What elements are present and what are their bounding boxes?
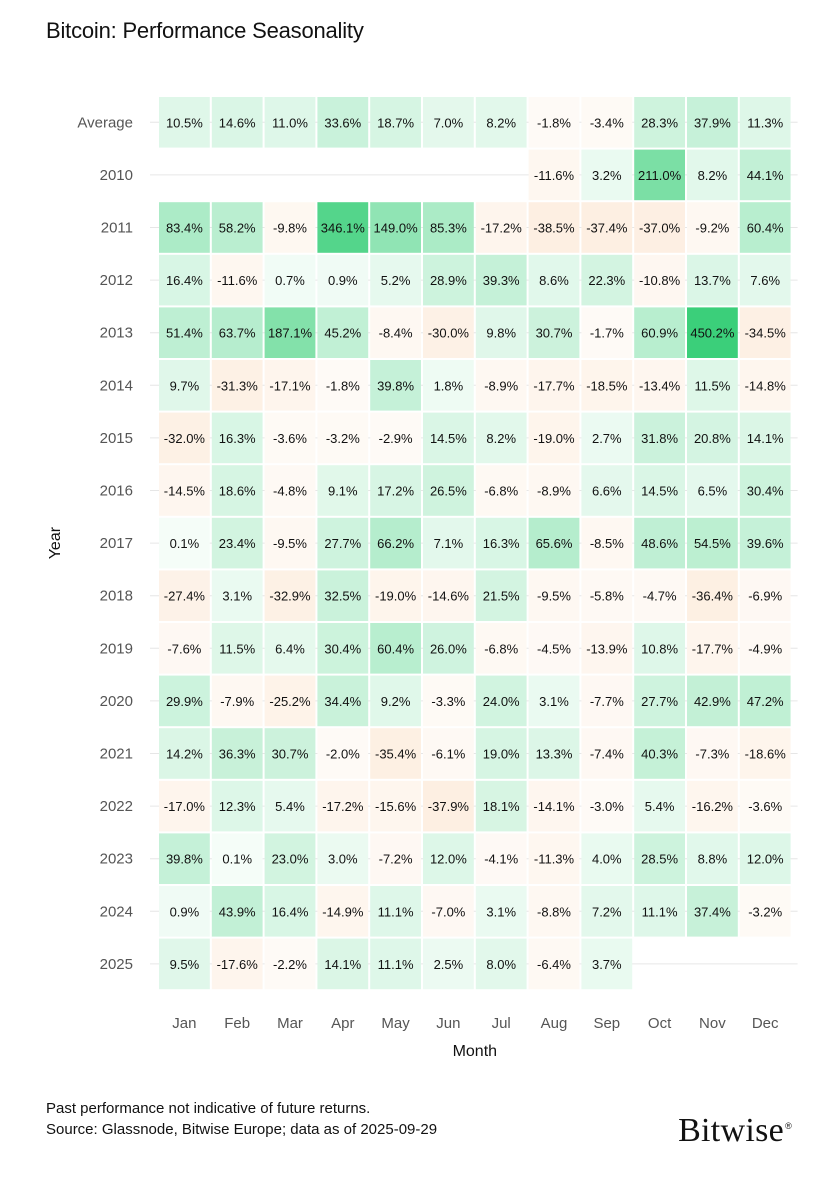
cell-value-label: 7.2% xyxy=(591,904,622,920)
cell-value-label: -17.6% xyxy=(216,956,258,972)
x-axis-title: Month xyxy=(452,1043,498,1061)
y-tick-label: 2014 xyxy=(99,377,133,395)
cell-value-label: -8.9% xyxy=(537,483,571,499)
cell-value-label: 23.0% xyxy=(271,851,309,867)
cell-value-label: -2.2% xyxy=(273,956,307,972)
cell-value-label: -17.7% xyxy=(533,378,575,394)
cell-value-label: 8.2% xyxy=(486,430,517,446)
x-tick-label: Jan xyxy=(172,1015,197,1033)
y-tick-label: 2020 xyxy=(99,692,133,710)
cell-value-label: 60.4% xyxy=(746,220,784,236)
cell-value-label: 30.4% xyxy=(746,483,784,499)
cell-value-label: 8.2% xyxy=(697,167,728,183)
cell-value-label: 9.8% xyxy=(486,325,517,341)
bitwise-logo xyxy=(678,1112,792,1150)
cell-value-label: -36.4% xyxy=(691,588,734,604)
y-tick-label: 2022 xyxy=(99,798,133,816)
cell-value-label: 16.4% xyxy=(271,904,309,920)
cell-value-label: 63.7% xyxy=(218,325,256,341)
cell-value-label: 3.1% xyxy=(486,904,517,920)
cell-value-label: -7.0% xyxy=(431,904,466,920)
cell-value-label: 39.8% xyxy=(165,851,203,867)
source-text: Source: Glassnode, Bitwise Europe; data as of 2025-09-29 xyxy=(46,1121,438,1138)
y-tick-label: 2013 xyxy=(99,324,133,342)
cell-value-label: -11.3% xyxy=(533,851,575,867)
chart-footer xyxy=(46,1098,437,1140)
cell-value-label: -3.6% xyxy=(748,799,783,815)
cell-value-label: -6.4% xyxy=(537,956,571,972)
cell-value-label: 32.5% xyxy=(324,588,362,604)
cell-value-label: -7.2% xyxy=(378,851,413,867)
cell-value-label: -7.7% xyxy=(589,693,624,709)
cell-value-label: 6.5% xyxy=(697,483,728,499)
cell-value-label: -3.4% xyxy=(589,115,624,131)
cell-value-label: 9.5% xyxy=(169,956,200,972)
y-tick-label: 2025 xyxy=(99,955,133,973)
cell-value-label: 21.5% xyxy=(482,588,520,604)
cell-value-label: -14.8% xyxy=(744,378,786,394)
y-tick-label: 2021 xyxy=(99,745,133,763)
cell-value-label: 3.0% xyxy=(327,851,358,867)
cell-value-label: 16.4% xyxy=(165,273,203,289)
cell-value-label: 40.3% xyxy=(641,746,679,762)
x-tick-label: Nov xyxy=(699,1015,726,1033)
cell-value-label: 5.4% xyxy=(275,799,305,815)
x-tick-label: Apr xyxy=(331,1015,355,1033)
y-tick-label: 2017 xyxy=(99,535,133,553)
cell-value-label: 2.5% xyxy=(433,956,464,972)
cell-value-label: 346.1% xyxy=(320,220,365,236)
cell-value-label: -19.0% xyxy=(374,588,417,604)
y-tick-label: 2018 xyxy=(99,587,133,605)
cell-value-label: -7.9% xyxy=(220,693,255,709)
cell-value-label: 54.5% xyxy=(693,536,731,552)
cell-value-label: -2.9% xyxy=(378,430,413,446)
cell-value-label: -37.4% xyxy=(586,220,628,236)
cell-value-label: 24.0% xyxy=(482,693,520,709)
cell-value-label: 37.4% xyxy=(693,904,731,920)
y-axis-title: Year xyxy=(47,526,64,560)
x-tick-label: Aug xyxy=(540,1015,568,1033)
cell-value-label: 1.8% xyxy=(433,378,464,394)
cell-value-label: 11.0% xyxy=(272,115,308,131)
cell-value-label: -37.9% xyxy=(427,799,470,815)
y-tick-label: 2015 xyxy=(99,429,133,447)
cell-value-label: 3.1% xyxy=(539,693,569,709)
cell-value-label: -6.1% xyxy=(431,746,466,762)
cell-value-label: -27.4% xyxy=(163,588,206,604)
cell-value-label: -3.3% xyxy=(431,693,466,709)
cell-value-label: -8.4% xyxy=(378,325,413,341)
cell-value-label: 0.1% xyxy=(169,536,200,552)
cell-value-label: 11.1% xyxy=(377,956,414,972)
cell-value-label: 11.1% xyxy=(377,904,414,920)
cell-value-label: -13.4% xyxy=(638,378,681,394)
logo-text: Bitwise xyxy=(678,1112,785,1149)
disclaimer-text: Past performance not indicative of future returns. xyxy=(46,1100,371,1117)
cell-value-label: 10.5% xyxy=(165,115,203,131)
cell-value-label: 13.3% xyxy=(535,746,573,762)
cell-value-label: 58.2% xyxy=(218,220,256,236)
cell-value-label: 19.0% xyxy=(482,746,520,762)
cell-value-label: 14.1% xyxy=(324,956,362,972)
cell-value-label: -17.2% xyxy=(322,799,364,815)
cell-value-label: -11.6% xyxy=(217,273,258,289)
cell-value-label: -31.3% xyxy=(216,378,258,394)
cell-value-label: 29.9% xyxy=(165,693,203,709)
cell-value-label: 30.7% xyxy=(535,325,573,341)
cell-value-label: 6.6% xyxy=(591,483,622,499)
cell-value-label: -1.7% xyxy=(589,325,624,341)
cell-value-label: -7.6% xyxy=(167,641,202,657)
cell-value-label: 20.8% xyxy=(693,430,731,446)
cell-value-label: 30.7% xyxy=(271,746,309,762)
cell-value-label: 27.7% xyxy=(641,693,679,709)
cell-value-label: -6.9% xyxy=(748,588,783,604)
cell-value-label: 5.4% xyxy=(644,799,675,815)
cell-value-label: -11.6% xyxy=(533,167,575,183)
cell-value-label: 39.6% xyxy=(746,536,784,552)
cell-value-label: 8.8% xyxy=(697,851,728,867)
y-tick-label: 2012 xyxy=(99,272,133,290)
cell-value-label: 9.7% xyxy=(169,378,200,394)
y-tick-label: 2019 xyxy=(99,640,133,658)
x-tick-label: Dec xyxy=(751,1015,779,1033)
cell-value-label: 12.3% xyxy=(218,799,256,815)
cell-value-label: 36.3% xyxy=(218,746,256,762)
cell-value-label: -9.5% xyxy=(273,536,307,552)
cell-value-label: 14.5% xyxy=(641,483,679,499)
cell-value-label: -32.0% xyxy=(163,430,206,446)
cell-value-label: 14.1% xyxy=(746,430,784,446)
cell-value-label: -4.8% xyxy=(273,483,307,499)
cell-value-label: 7.0% xyxy=(433,115,464,131)
cell-value-label: 22.3% xyxy=(588,273,626,289)
cell-value-label: 28.3% xyxy=(641,115,679,131)
cell-value-label: -18.5% xyxy=(586,378,628,394)
cell-value-label: -5.8% xyxy=(589,588,624,604)
cell-value-label: 11.1% xyxy=(641,904,678,920)
cell-value-label: 8.6% xyxy=(539,273,569,289)
x-tick-label: Jun xyxy=(436,1015,461,1033)
cell-value-label: -7.3% xyxy=(695,746,730,762)
cell-value-label: -7.4% xyxy=(589,746,624,762)
cell-value-label: -8.9% xyxy=(484,378,519,394)
cell-value-label: -3.0% xyxy=(589,799,624,815)
cell-value-label: -3.2% xyxy=(748,904,783,920)
cell-value-label: 39.3% xyxy=(482,273,520,289)
cell-value-label: 18.1% xyxy=(482,799,520,815)
cell-value-label: 14.6% xyxy=(218,115,256,131)
cell-value-label: -14.6% xyxy=(427,588,470,604)
cell-value-label: 83.4% xyxy=(165,220,203,236)
cell-value-label: -3.2% xyxy=(325,430,360,446)
cell-value-label: -16.2% xyxy=(691,799,734,815)
cell-value-label: 17.2% xyxy=(377,483,415,499)
cell-value-label: -38.5% xyxy=(533,220,575,236)
cell-value-label: 44.1% xyxy=(746,167,784,183)
cell-value-label: 7.1% xyxy=(433,536,464,552)
cell-value-label: 11.5% xyxy=(219,641,256,657)
cell-value-label: -8.5% xyxy=(589,536,624,552)
y-tick-label: 2023 xyxy=(99,850,133,868)
cell-value-label: -4.1% xyxy=(484,851,519,867)
cell-value-label: -4.5% xyxy=(537,641,571,657)
cell-value-label: 51.4% xyxy=(165,325,203,341)
cell-value-label: -15.6% xyxy=(374,799,417,815)
cell-value-label: 5.2% xyxy=(380,273,411,289)
cell-value-label: 18.6% xyxy=(218,483,256,499)
cell-value-label: 45.2% xyxy=(324,325,362,341)
cell-value-label: 28.9% xyxy=(429,273,467,289)
x-tick-label: Sep xyxy=(593,1015,621,1033)
cell-value-label: -14.9% xyxy=(322,904,364,920)
cell-value-label: 11.3% xyxy=(747,115,784,131)
cell-value-label: -10.8% xyxy=(638,273,681,289)
cell-value-label: 149.0% xyxy=(373,220,418,236)
registered-mark: ® xyxy=(785,1120,792,1131)
cell-value-label: -17.7% xyxy=(691,641,734,657)
cell-value-label: 48.6% xyxy=(641,536,679,552)
x-tick-label: Jul xyxy=(491,1015,511,1033)
cell-value-label: 42.9% xyxy=(693,693,731,709)
cell-value-label: 26.0% xyxy=(429,641,467,657)
y-tick-label: Average xyxy=(77,114,133,132)
y-tick-label: 2024 xyxy=(99,903,133,921)
cell-value-label: 4.0% xyxy=(591,851,622,867)
cell-value-label: 43.9% xyxy=(218,904,256,920)
cell-value-label: 60.4% xyxy=(377,641,415,657)
cell-value-label: 14.5% xyxy=(429,430,467,446)
cell-value-label: -9.5% xyxy=(537,588,571,604)
cell-value-label: -8.8% xyxy=(537,904,571,920)
cell-value-label: 31.8% xyxy=(641,430,679,446)
cell-value-label: 9.1% xyxy=(327,483,358,499)
cell-value-label: -3.6% xyxy=(273,430,307,446)
cell-value-label: -18.6% xyxy=(744,746,786,762)
x-tick-label: Feb xyxy=(224,1015,251,1033)
cell-value-label: -4.9% xyxy=(748,641,783,657)
cell-value-label: 0.9% xyxy=(327,273,358,289)
cell-value-label: -37.0% xyxy=(638,220,681,236)
cell-value-label: -17.2% xyxy=(480,220,522,236)
cell-value-label: -17.1% xyxy=(269,378,311,394)
cell-value-label: 6.4% xyxy=(275,641,305,657)
cell-value-label: 8.0% xyxy=(486,956,517,972)
cell-value-label: -17.0% xyxy=(163,799,206,815)
cell-value-label: 18.7% xyxy=(377,115,415,131)
cell-value-label: -4.7% xyxy=(642,588,677,604)
cell-value-label: 3.1% xyxy=(222,588,253,604)
cell-value-label: 2.7% xyxy=(591,430,622,446)
cell-value-label: -6.8% xyxy=(484,641,519,657)
cell-value-label: 37.9% xyxy=(693,115,731,131)
cell-value-label: 10.8% xyxy=(641,641,679,657)
x-tick-label: Mar xyxy=(277,1015,303,1033)
x-tick-label: Oct xyxy=(647,1015,672,1033)
cell-value-label: 27.7% xyxy=(324,536,362,552)
cell-value-label: 187.1% xyxy=(267,325,313,341)
cell-value-label: -9.8% xyxy=(273,220,307,236)
cell-value-label: 65.6% xyxy=(535,536,573,552)
cell-value-label: 0.7% xyxy=(275,273,305,289)
cell-value-label: -14.5% xyxy=(163,483,206,499)
cell-value-label: 8.2% xyxy=(486,115,517,131)
chart-title: Bitcoin: Performance Seasonality xyxy=(46,18,364,43)
cell-value-label: 450.2% xyxy=(690,325,735,341)
cell-value-label: 26.5% xyxy=(429,483,467,499)
cell-value-label: 9.2% xyxy=(380,693,411,709)
cell-value-label: 33.6% xyxy=(324,115,362,131)
cell-value-label: -32.9% xyxy=(269,588,311,604)
cell-value-label: 16.3% xyxy=(482,536,520,552)
cell-value-label: -30.0% xyxy=(427,325,470,341)
cell-value-label: 11.5% xyxy=(694,378,731,394)
x-tick-label: May xyxy=(381,1015,410,1033)
cell-value-label: 34.4% xyxy=(324,693,362,709)
cell-value-label: 0.9% xyxy=(169,904,200,920)
y-tick-label: 2010 xyxy=(99,166,133,184)
cell-value-label: 47.2% xyxy=(746,693,784,709)
cell-value-label: -14.1% xyxy=(533,799,575,815)
cell-value-label: -2.0% xyxy=(325,746,360,762)
cell-value-label: 23.4% xyxy=(218,536,256,552)
cell-value-label: 14.2% xyxy=(165,746,203,762)
y-tick-label: 2016 xyxy=(99,482,133,500)
cell-value-label: 7.6% xyxy=(750,273,781,289)
cell-value-label: -6.8% xyxy=(484,483,519,499)
cell-value-label: -1.8% xyxy=(325,378,360,394)
y-tick-label: 2011 xyxy=(100,219,133,237)
cell-value-label: 12.0% xyxy=(746,851,784,867)
cell-value-label: 0.1% xyxy=(222,851,253,867)
cell-value-label: 3.7% xyxy=(591,956,622,972)
cell-value-label: 85.3% xyxy=(429,220,467,236)
cell-value-label: 39.8% xyxy=(377,378,415,394)
cell-value-label: -13.9% xyxy=(586,641,628,657)
cell-value-label: 66.2% xyxy=(377,536,415,552)
cell-value-label: 30.4% xyxy=(324,641,362,657)
cell-value-label: -19.0% xyxy=(533,430,575,446)
cell-value-label: -25.2% xyxy=(269,693,311,709)
cell-value-label: 28.5% xyxy=(641,851,679,867)
cell-value-label: 211.0% xyxy=(638,167,682,183)
cell-value-label: -9.2% xyxy=(695,220,730,236)
cell-value-label: 16.3% xyxy=(218,430,256,446)
cell-value-label: -34.5% xyxy=(744,325,786,341)
cell-value-label: 60.9% xyxy=(641,325,679,341)
cell-value-label: 12.0% xyxy=(429,851,467,867)
cell-value-label: -35.4% xyxy=(374,746,417,762)
cell-value-label: -1.8% xyxy=(537,115,571,131)
cell-value-label: 13.7% xyxy=(693,273,731,289)
cell-value-label: 3.2% xyxy=(591,167,622,183)
